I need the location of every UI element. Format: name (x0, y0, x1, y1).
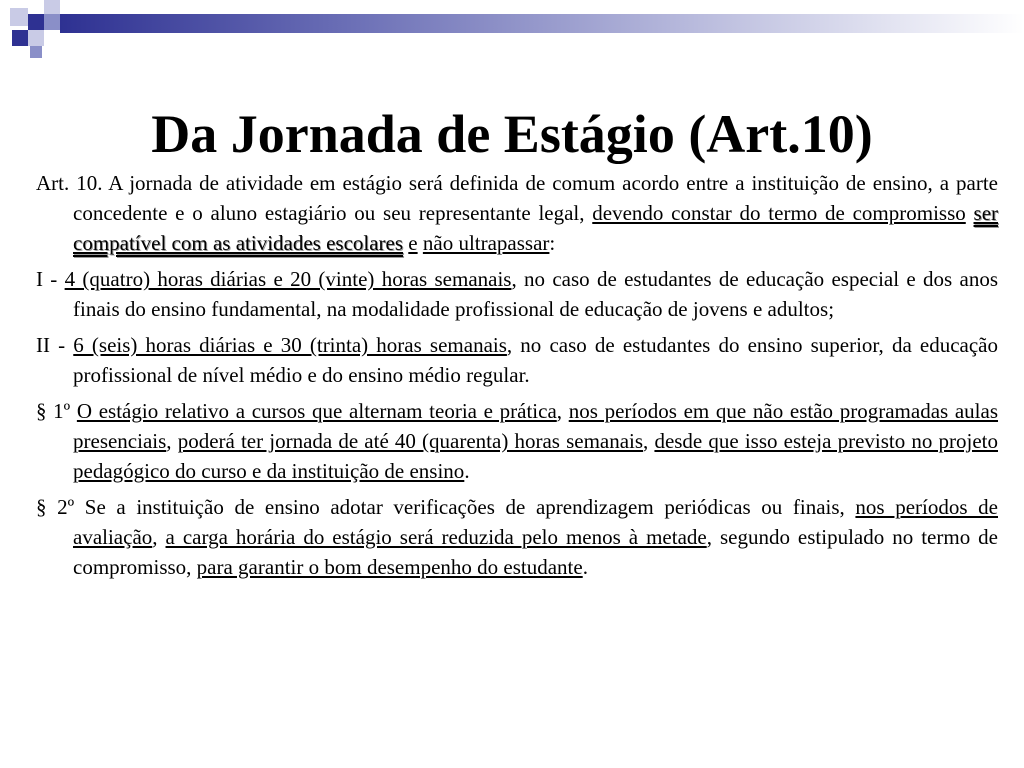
decor-square-5 (12, 30, 28, 46)
text-segment: § 1º (36, 399, 77, 423)
text-segment: , (166, 429, 178, 453)
paragraph-2 (36, 264, 998, 324)
text-segment: : (549, 231, 556, 255)
text-segment: , no caso de estudantes de educação especial e dos anos finais do ensino fundamental, na modalidade profissional de educação de jovens e adultos; (73, 267, 998, 321)
underlined-text: devendo constar do termo de compromisso (592, 201, 966, 225)
text-segment (966, 201, 974, 225)
header-gradient-bar (60, 14, 1024, 33)
decor-square-2 (28, 14, 44, 30)
emphasized-text: ser compatível com as atividades escolares (73, 201, 999, 255)
slide-title: Da Jornada de Estágio (Art.10) (151, 104, 873, 165)
slide-body (36, 168, 998, 588)
underlined-text: poderá ter jornada de até 40 (quarenta) horas semanais (177, 429, 644, 453)
text-segment: , segundo estipulado no termo de compromisso, (73, 525, 998, 579)
underlined-text: para garantir o bom desempenho do estudante (196, 555, 583, 579)
paragraph-1 (36, 168, 998, 258)
underlined-text: O estágio relativo a cursos que alternam teoria e prática (76, 399, 557, 423)
underlined-text: nos períodos de avaliação (73, 495, 998, 549)
decor-square-4 (44, 14, 60, 30)
text-segment: § 2º Se a instituição de ensino adotar verificações de aprendizagem periódicas ou finais, (36, 495, 856, 519)
text-segment: I - (36, 267, 65, 291)
underlined-text: 4 (quatro) horas diárias e 20 (vinte) horas semanais (64, 267, 512, 291)
text-segment: . (464, 459, 470, 483)
underlined-text: não ultrapassar (422, 231, 550, 255)
underlined-text: desde que isso esteja previsto no projeto pedagógico do curso e da instituição de ensino (73, 429, 998, 483)
text-segment: . (582, 555, 588, 579)
text-segment: , (556, 399, 569, 423)
decor-square-6 (28, 30, 44, 46)
text-segment: , (152, 525, 166, 549)
underlined-text: 6 (seis) horas diárias e 30 (trinta) horas semanais (73, 333, 507, 357)
paragraph-4 (36, 396, 998, 486)
paragraph-5 (36, 492, 998, 582)
text-segment: , (643, 429, 655, 453)
decor-square-3 (44, 0, 60, 14)
text-segment: II - (36, 333, 74, 357)
underlined-text: a carga horária do estágio será reduzida pelo menos à metade (165, 525, 707, 549)
paragraph-3 (36, 330, 998, 390)
decor-square-7 (30, 46, 42, 58)
underlined-text: nos períodos em que não estão programadas aulas presenciais (73, 399, 999, 453)
underlined-text: e (408, 231, 418, 255)
text-segment: Art. 10. A jornada de atividade em estágio será definida de comum acordo entre a instituição de ensino, a parte concedente e o aluno estagiário ou seu representante legal, (36, 171, 998, 225)
text-segment: , no caso de estudantes do ensino superior, da educação profissional de nível médio e do ensino médio regular. (73, 333, 999, 387)
decor-square-1 (10, 8, 28, 26)
